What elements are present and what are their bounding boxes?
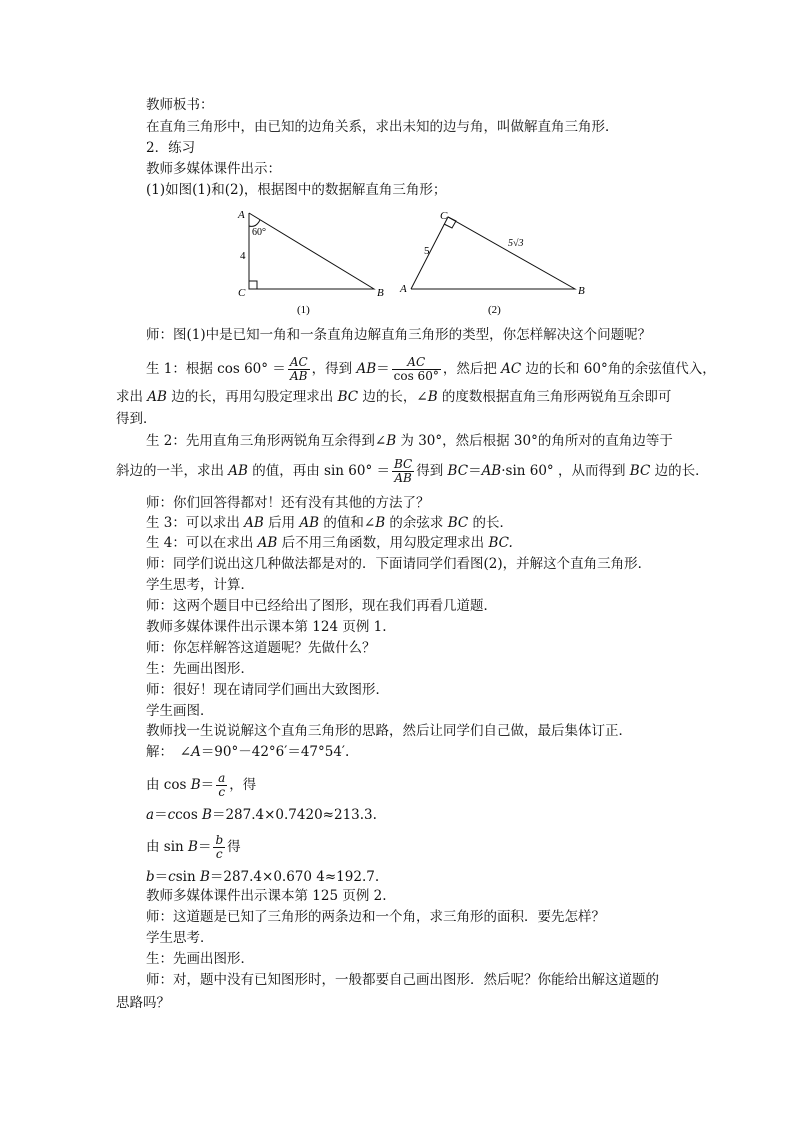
fig2-label-a: A: [400, 283, 407, 295]
fig2-label-side-ac: 5: [424, 245, 430, 257]
line-teacher-next-end: 思路吗？: [116, 995, 170, 1011]
line-students-draw: 学生画图．: [146, 703, 214, 719]
fig2-label-b: B: [578, 285, 585, 297]
fig1-label-angle: 60°: [252, 227, 266, 238]
line-student-draw: 生：先画出图形．: [146, 661, 254, 677]
fraction-a-c: $\frac{a}{c}$: [218, 771, 226, 799]
line-example1: 教师多媒体课件出示课本第 124 页例 1.: [146, 619, 387, 635]
line-b-value: b＝csin B＝287.4×0.670 4≈192.7.: [146, 869, 380, 885]
figure-1: [249, 213, 374, 289]
line-teacher-fig2: 师：同学们说出这几种做法都是对的．下面请同学们看图(2)，并解这个直角三角形．: [146, 556, 652, 572]
line-student4: 生 4：可以在求出 AB 后不用三角函数，用勾股定理求出 BC.: [146, 535, 513, 551]
triangle-figures: [0, 0, 793, 330]
line-student-think: 学生思考，计算．: [146, 577, 254, 593]
figure-2: [411, 217, 575, 289]
line-sin-relation: 由 sin B＝ $\frac{b}{c}$ 得: [146, 833, 241, 861]
line-student1: 生 1：根据 cos 60° ＝ $\frac{AC}{AB}$ ，得到 AB＝ $\frac{AC}{\cos 60^\circ}$ ，然后把 AC 边的长和 60°角的余弦值代入，: [146, 355, 716, 383]
line-student-consider: 学生思考．: [146, 930, 214, 946]
fig1-label-a: A: [238, 209, 245, 221]
line-solution: 解： ∠A＝90°－42°6′＝47°54′.: [146, 744, 350, 760]
line-courseware: 教师多媒体课件出示：: [146, 161, 281, 177]
fig2-caption: (2): [488, 304, 501, 316]
line-teacher-more: 师：这两个题目中已经给出了图形，现在我们再看几道题．: [146, 598, 497, 614]
fig1-label-c: C: [238, 287, 246, 299]
fig1-label-side: 4: [240, 250, 246, 262]
fig1-caption: (1): [297, 304, 310, 316]
line-teacher-praise: 师：你们回答得都对！还有没有其他的方法了？: [146, 495, 430, 511]
line-student-first-draw: 生：先画出图形．: [146, 951, 254, 967]
fraction-b-c: $\frac{b}{c}$: [215, 833, 224, 861]
line-student2-cont: 斜边的一半，求出 AB 的值，再由 sin 60° ＝ $\frac{BC}{AB}$ 得到 BC＝AB·sin 60° ，从而得到 BC 边的长．: [116, 457, 709, 485]
fraction-ac-ab: $\frac{AC}{AB}$: [289, 355, 308, 383]
line-student1-end: 得到．: [116, 411, 157, 427]
line-student1-cont: 求出 AB 边的长，再用勾股定理求出 BC 边的长，∠B 的度数根据直角三角形两锐角互余即可: [116, 389, 672, 405]
line-teacher-next: 师：对，题中没有已知图形时，一般都要自己画出图形．然后呢？你能给出解这道题的: [146, 972, 659, 988]
line-a-value: a＝ccos B＝287.4×0.7420≈213.3.: [146, 807, 377, 823]
line-problem-1: (1)如图(1)和(2)，根据图中的数据解直角三角形；: [146, 182, 447, 198]
fraction-ac-cos60: $\frac{AC}{\cos 60^\circ}$: [393, 355, 439, 383]
line-example2: 教师多媒体课件出示课本第 125 页例 2.: [146, 888, 387, 904]
fig2-label-c: C: [440, 210, 448, 222]
line-board-title: 教师板书：: [146, 97, 214, 113]
line-cos-relation: 由 cos B＝ $\frac{a}{c}$ ，得: [146, 771, 257, 799]
fig2-label-side-cb: 5√3: [508, 238, 524, 249]
line-teacher-question: 师：图(1)中是已知一角和一条直角边解直角三角形的类型，你怎样解决这个问题呢？: [146, 327, 652, 343]
fig1-label-b: B: [377, 287, 384, 299]
line-student3: 生 3：可以求出 AB 后用 AB 的值和∠B 的余弦求 BC 的长．: [146, 515, 514, 531]
line-teacher-area: 师：这道题是已知了三角形的两条边和一个角，求三角形的面积．要先怎样？: [146, 909, 605, 925]
line-practice-heading: 2．练习: [146, 140, 196, 156]
fraction-bc-ab: $\frac{BC}{AB}$: [394, 457, 413, 485]
line-definition: 在直角三角形中，由已知的边角关系，求出未知的边与角，叫做解直角三角形．: [146, 119, 619, 135]
line-teacher-method: 教师找一生说说解这个直角三角形的思路，然后让同学们自己做，最后集体订正．: [146, 723, 632, 739]
line-student2: 生 2：先用直角三角形两锐角互余得到∠B 为 30°，然后根据 30°的角所对的直角边等于: [146, 433, 673, 449]
line-teacher-how: 师：你怎样解答这道题呢？先做什么？: [146, 640, 376, 656]
line-teacher-good: 师：很好！现在请同学们画出大致图形．: [146, 682, 389, 698]
